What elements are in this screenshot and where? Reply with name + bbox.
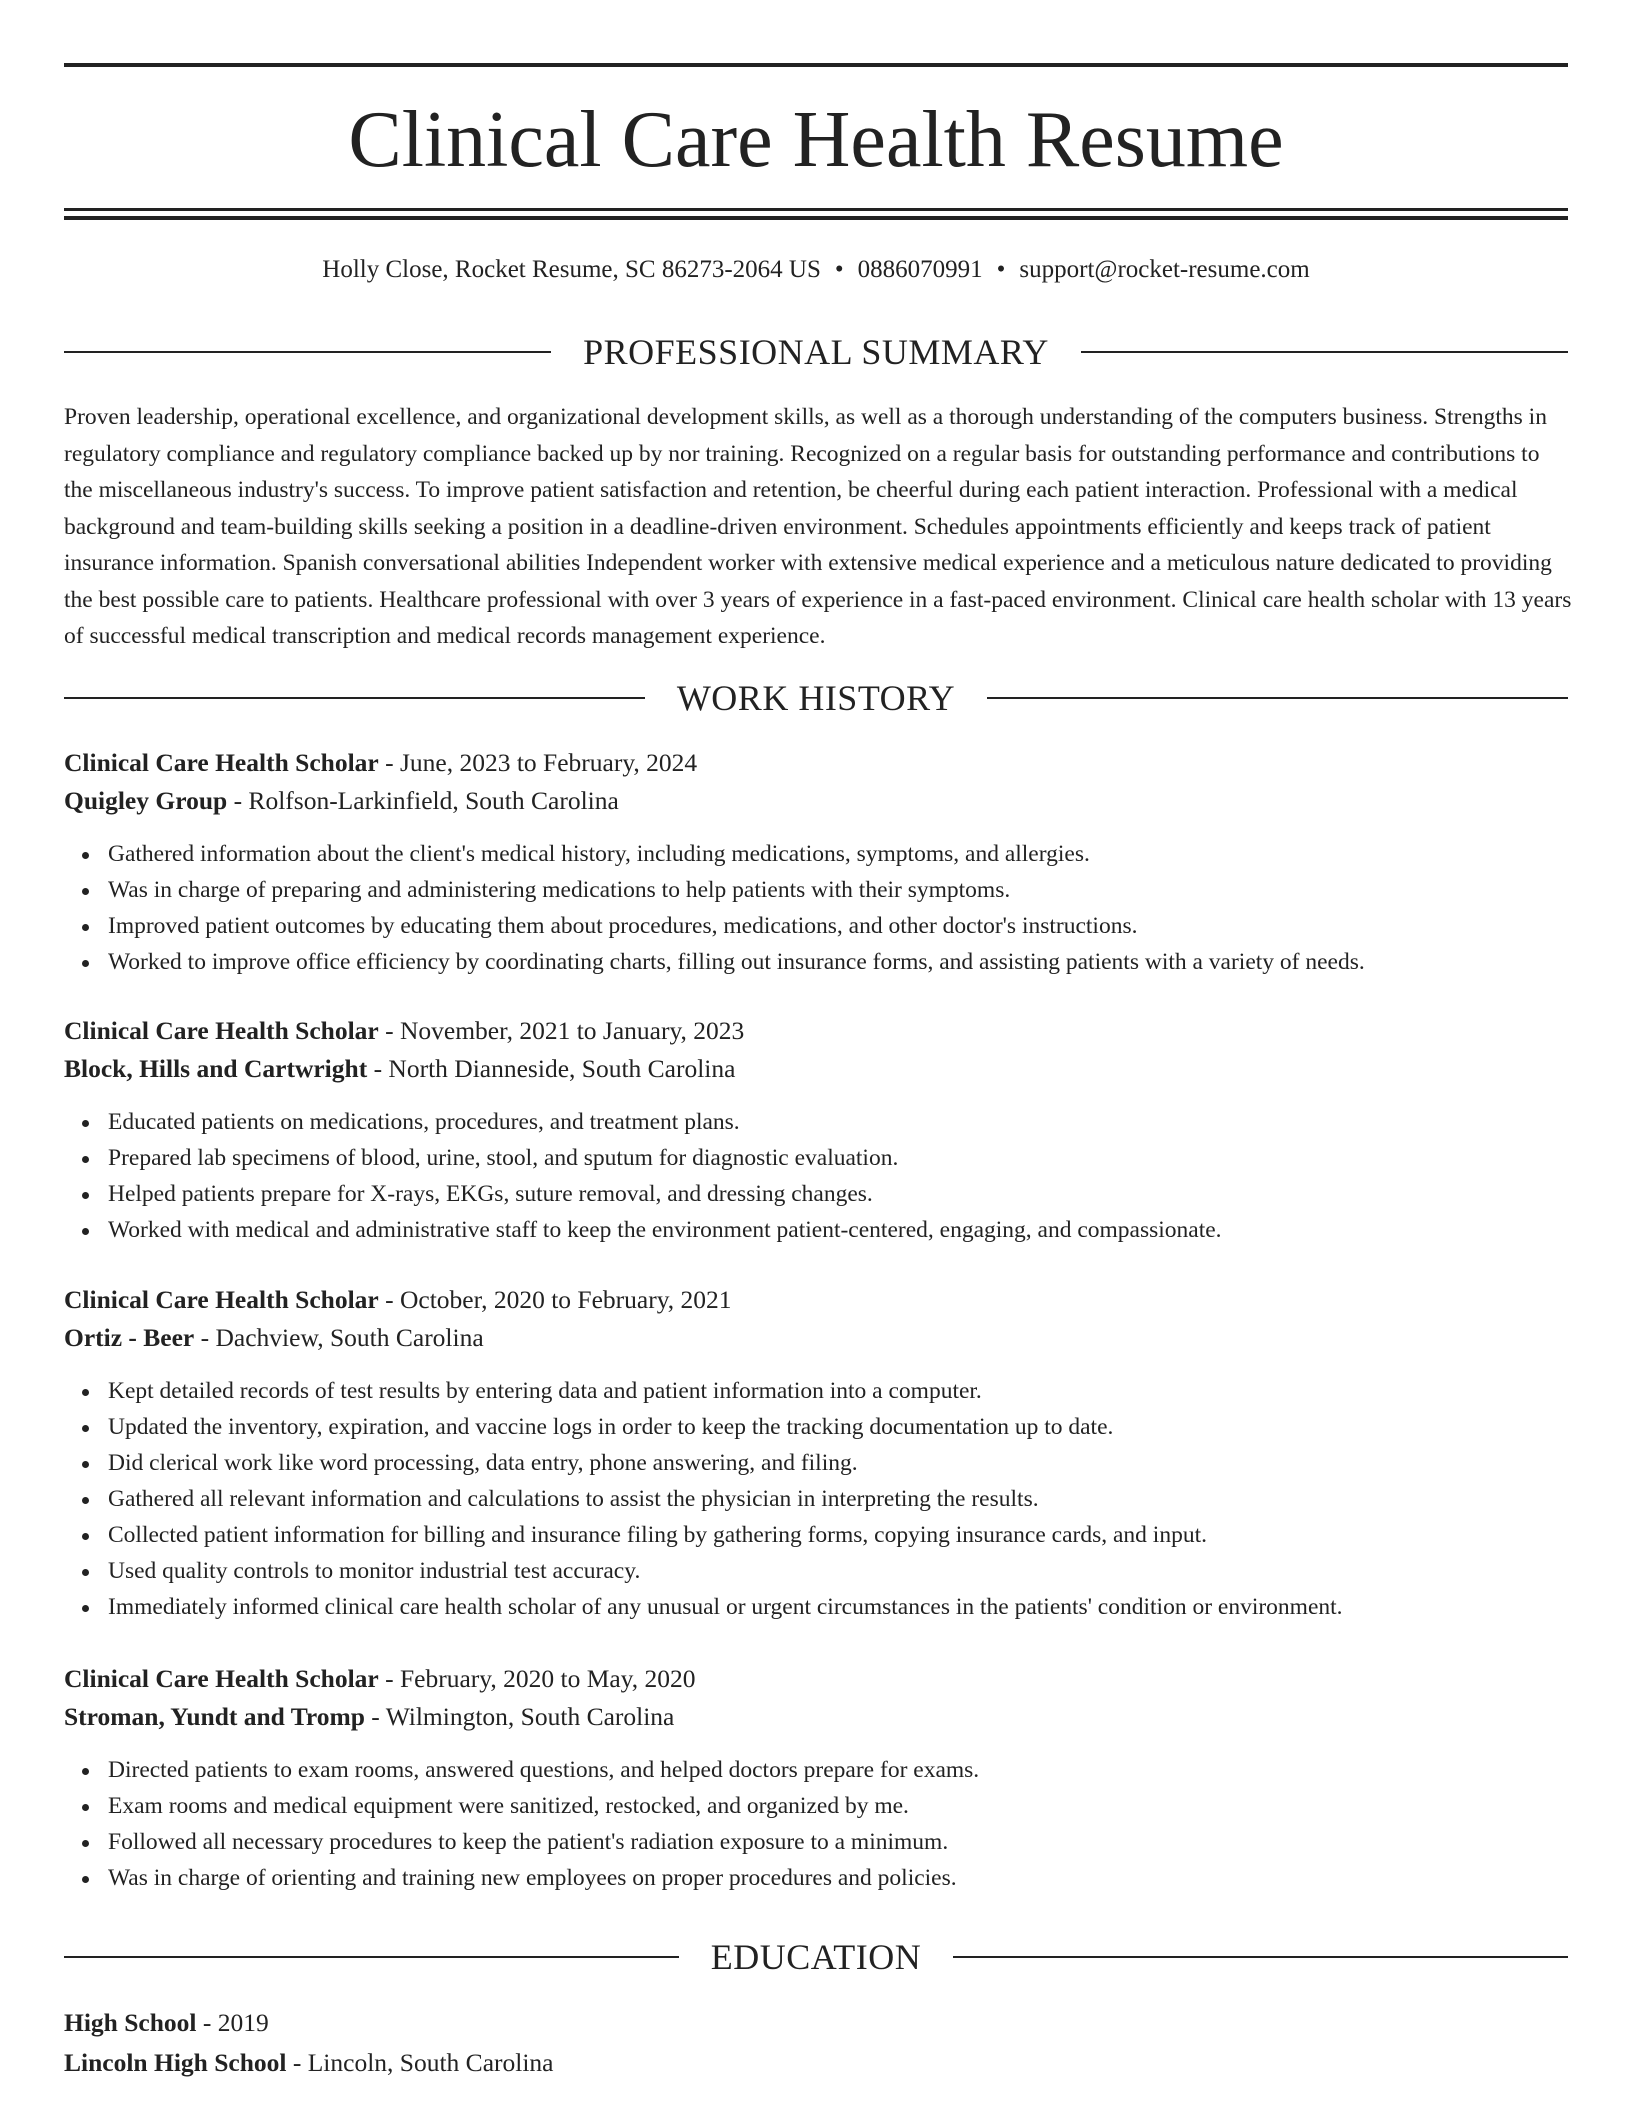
job-dates: - October, 2020 to February, 2021	[378, 1285, 732, 1314]
job-bullet-list	[64, 1752, 1568, 1896]
job-company: Stroman, Yundt and Tromp	[64, 1702, 365, 1731]
job-company: Block, Hills and Cartwright	[64, 1054, 368, 1083]
job-title-line	[64, 1281, 1568, 1319]
contact-line	[64, 254, 1568, 286]
job-bullet: Worked to improve office efficiency by coordinating charts, filling out insurance forms, and assisting patients with a variety of needs.	[108, 944, 1568, 980]
job-bullet: Gathered information about the client's medical history, including medications, symptoms, and allergies.	[108, 836, 1568, 872]
job-bullet: Was in charge of preparing and administering medications to help patients with their symptoms.	[108, 872, 1568, 908]
top-rule	[64, 63, 1568, 67]
work-section-heading	[64, 676, 1568, 720]
job-location: - North Dianneside, South Carolina	[367, 1054, 736, 1083]
education-location: - Lincoln, South Carolina	[286, 2048, 554, 2077]
contact-phone: 0886070991	[857, 256, 983, 283]
job-bullet: Gathered all relevant information and calculations to assist the physician in interpreting the results.	[108, 1481, 1568, 1517]
job-title: Clinical Care Health Scholar	[64, 1285, 379, 1314]
education-school: Lincoln High School	[64, 2048, 287, 2077]
job-entry	[64, 744, 1568, 980]
job-company-line	[64, 1698, 1568, 1736]
job-title-line	[64, 1012, 1568, 1050]
job-company-line	[64, 1319, 1568, 1357]
contact-separator: •	[834, 256, 844, 283]
education-heading: EDUCATION	[710, 1937, 922, 1977]
education-section-heading	[64, 1935, 1568, 1979]
job-company-line	[64, 782, 1568, 820]
job-company: Quigley Group	[64, 786, 228, 815]
job-bullet: Worked with medical and administrative staff to keep the environment patient-centered, engaging, and compassionate.	[108, 1212, 1568, 1248]
job-bullet-list	[64, 1373, 1568, 1625]
heading-rule-right	[987, 697, 1568, 699]
job-bullet-list	[64, 836, 1568, 980]
job-title: Clinical Care Health Scholar	[64, 1016, 379, 1045]
education-degree: High School	[64, 2008, 197, 2037]
summary-heading: PROFESSIONAL SUMMARY	[583, 332, 1049, 372]
job-location: - Dachview, South Carolina	[194, 1323, 484, 1352]
title-double-rule	[64, 208, 1568, 220]
job-bullet: Followed all necessary procedures to keep the patient's radiation exposure to a minimum.	[108, 1824, 1568, 1860]
heading-rule-left	[64, 697, 645, 699]
job-bullet: Prepared lab specimens of blood, urine, stool, and sputum for diagnostic evaluation.	[108, 1140, 1568, 1176]
summary-section-heading	[64, 330, 1568, 374]
title-rule-thin	[64, 208, 1568, 211]
job-bullet: Kept detailed records of test results by entering data and patient information into a computer.	[108, 1373, 1568, 1409]
job-location: - Wilmington, South Carolina	[364, 1702, 675, 1731]
job-title-line	[64, 1660, 1568, 1698]
job-bullet-list	[64, 1104, 1568, 1248]
job-bullet: Helped patients prepare for X-rays, EKGs, suture removal, and dressing changes.	[108, 1176, 1568, 1212]
heading-rule-left	[64, 351, 551, 353]
job-title: Clinical Care Health Scholar	[64, 1664, 379, 1693]
job-dates: - February, 2020 to May, 2020	[378, 1664, 696, 1693]
job-dates: - June, 2023 to February, 2024	[378, 748, 698, 777]
job-company-line	[64, 1050, 1568, 1088]
contact-email: support@rocket-resume.com	[1019, 256, 1310, 283]
job-entry	[64, 1660, 1568, 1896]
job-bullet: Exam rooms and medical equipment were sanitized, restocked, and organized by me.	[108, 1788, 1568, 1824]
title-rule-thick	[64, 216, 1568, 220]
job-bullet: Used quality controls to monitor industrial test accuracy.	[108, 1553, 1568, 1589]
job-company: Ortiz - Beer	[64, 1323, 195, 1352]
summary-text: Proven leadership, operational excellence, and organizational development skills, as well as a thorough understanding of the computers business. Strengths in regulatory compliance and regulatory compliance backed up by nor training. Recognized on a regular basis for outstanding performance and contributions to the miscellaneous industry's success. To improve patient satisfaction and retention, be cheerful during each patient interaction. Professional with a medical background and team-building skills seeking a position in a deadline-driven environment. Schedules appointments efficiently and keeps track of patient insurance information. Spanish conversational abilities Independent worker with extensive medical experience and a meticulous nature dedicated to providing the best possible care to patients. Healthcare professional with over 3 years of experience in a fast-paced environment. Clinical care health scholar with 13 years of successful medical transcription and medical records management experience.	[64, 404, 1572, 649]
job-title: Clinical Care Health Scholar	[64, 748, 379, 777]
contact-address: Holly Close, Rocket Resume, SC 86273-2064 US	[322, 256, 821, 283]
education-degree-line	[64, 2003, 1568, 2043]
job-bullet: Updated the inventory, expiration, and vaccine logs in order to keep the tracking documentation up to date.	[108, 1409, 1568, 1445]
job-location: - Rolfson-Larkinfield, South Carolina	[227, 786, 619, 815]
contact-separator: •	[996, 256, 1006, 283]
education-school-line	[64, 2043, 1568, 2083]
job-bullet: Collected patient information for billing and insurance filing by gathering forms, copying insurance cards, and input.	[108, 1517, 1568, 1553]
work-heading: WORK HISTORY	[676, 678, 956, 718]
job-bullet: Educated patients on medications, procedures, and treatment plans.	[108, 1104, 1568, 1140]
heading-rule-right	[953, 1956, 1568, 1958]
job-bullet: Did clerical work like word processing, data entry, phone answering, and filing.	[108, 1445, 1568, 1481]
job-title-line	[64, 744, 1568, 782]
job-bullet: Directed patients to exam rooms, answered questions, and helped doctors prepare for exams.	[108, 1752, 1568, 1788]
job-bullet: Immediately informed clinical care health scholar of any unusual or urgent circumstances in the patients' condition or environment.	[108, 1589, 1568, 1625]
job-entry	[64, 1012, 1568, 1248]
page-title: Clinical Care Health Resume	[348, 96, 1284, 184]
education-entry	[64, 2003, 1568, 2083]
job-bullet: Improved patient outcomes by educating them about procedures, medications, and other doctor's instructions.	[108, 908, 1568, 944]
job-bullet: Was in charge of orienting and training new employees on proper procedures and policies.	[108, 1860, 1568, 1896]
job-entry	[64, 1281, 1568, 1625]
heading-rule-left	[64, 1956, 679, 1958]
job-dates: - November, 2021 to January, 2023	[378, 1016, 745, 1045]
education-year: - 2019	[196, 2008, 269, 2037]
heading-rule-right	[1081, 351, 1568, 353]
